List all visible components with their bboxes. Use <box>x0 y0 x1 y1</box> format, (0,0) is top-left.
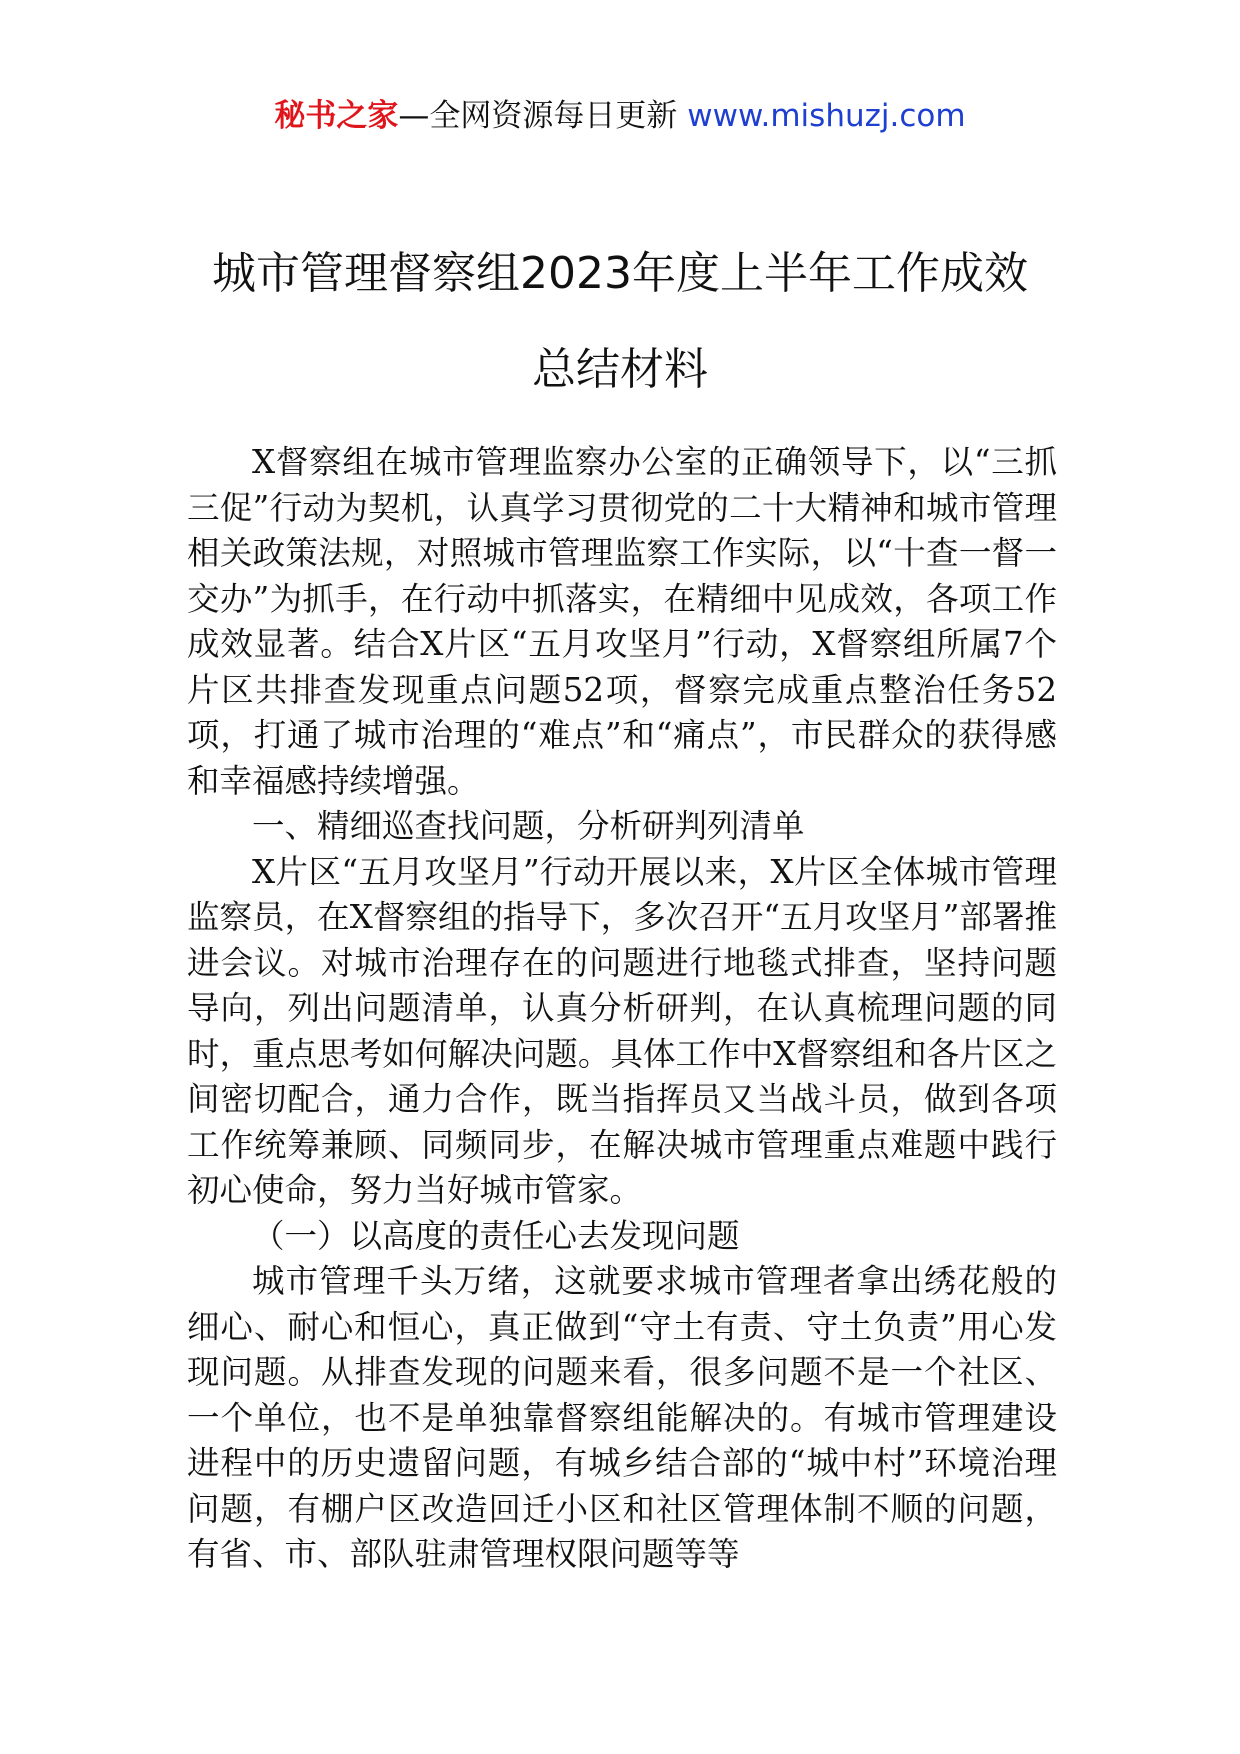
document-title <box>150 226 1090 418</box>
site-banner <box>0 96 1240 136</box>
banner-url[interactable]: www.mishuzj.com <box>687 98 966 134</box>
title-line-2: 总结材料 <box>532 344 708 395</box>
title-line-1: 城市管理督察组2023年度上半年工作成效 <box>212 248 1028 299</box>
banner-brand: 秘书之家 <box>274 98 399 134</box>
subsection-heading-1: （一）以高度的责任心去发现问题 <box>252 1216 740 1255</box>
section-heading-1: 一、精细巡查找问题，分析研判列清单 <box>252 807 805 845</box>
section-1-paragraph: X片区“五月攻坚月”行动开展以来，X片区全体城市管理监察员，在X督察组的指导下，多次召开“五月攻坚月”部署推进会议。对城市治理存在的问题进行地毯式排查，坚持问题导向，列出问题清单，认真分析研判，在认真梳理问题的同时，重点思考如何解决问题。具体工作中X督察组和各片区之间密切配合，通力合作，既当指挥员又当战斗员，做到各项工作统筹兼顾、同频同步，在解决城市管理重点难题中践行初心使命，努力当好城市管家。 <box>187 852 1057 1209</box>
subsection-1-paragraph: 城市管理千头万绪，这就要求城市管理者拿出绣花般的细心、耐心和恒心，真正做到“守土有责、守土负责”用心发现问题。从排查发现的问题来看，很多问题不是一个社区、一个单位，也不是单独靠督察组能解决的。有城市管理建设进程中的历史遗留问题，有城乡结合部的“城中村”环境治理问题，有棚户区改造回迁小区和社区管理体制不顺的问题，有省、市、部队驻肃管理权限问题等等 <box>187 1262 1057 1573</box>
intro-paragraph: X督察组在城市管理监察办公室的正确领导下，以“三抓三促”行动为契机，认真学习贯彻党的二十大精神和城市管理相关政策法规，对照城市管理监察工作实际，以“十查一督一交办”为抓手，在行动中抓落实，在精细中见成效，各项工作成效显著。结合X片区“五月攻坚月”行动，X督察组所属7个片区共排查发现重点问题52项，督察完成重点整治任务52项，打通了城市治理的“难点”和“痛点”，市民群众的获得感和幸福感持续增强。 <box>187 443 1057 800</box>
document-body <box>187 440 1057 1578</box>
banner-slogan: —全网资源每日更新 <box>398 98 678 134</box>
